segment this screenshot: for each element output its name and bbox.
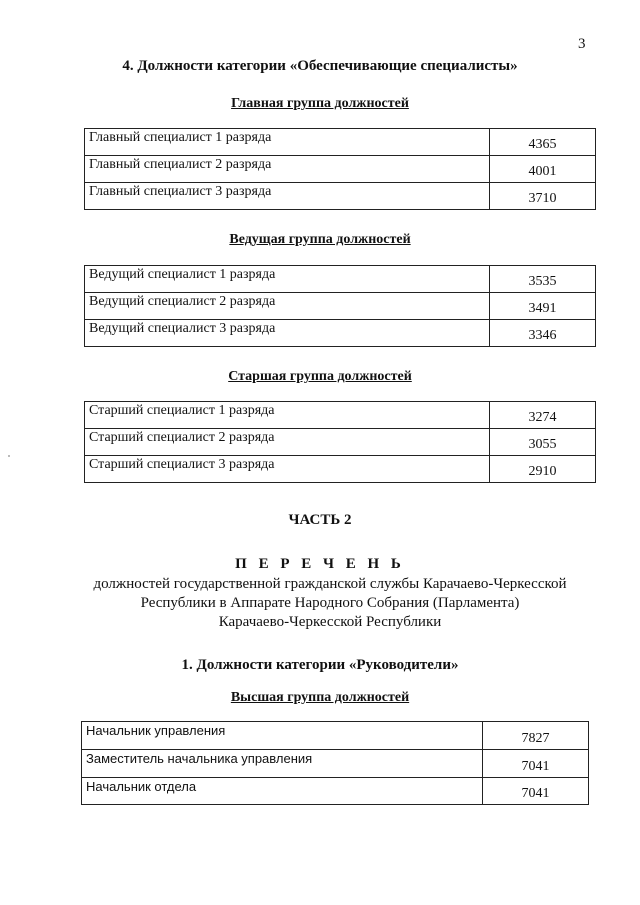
value-cell: 3491 (490, 293, 596, 320)
table-row (85, 129, 596, 156)
description-line: Республики в Аппарате Народного Собрания (Парламента) (140, 595, 520, 611)
position-cell: Старший специалист 3 разряда (85, 456, 490, 483)
table-chief-group (84, 128, 596, 210)
description-line: Карачаево-Черкесской Республики (218, 614, 442, 630)
value-cell: 2910 (490, 456, 596, 483)
table-row (82, 750, 589, 778)
table-senior-group (84, 401, 596, 483)
group-title-highest: Высшая группа должностей (230, 690, 410, 705)
scan-speck (8, 455, 10, 457)
page-number: 3 (578, 36, 586, 52)
group-title-chief: Главная группа должностей (231, 96, 409, 111)
position-cell: Ведущий специалист 3 разряда (85, 320, 490, 347)
list-description (40, 575, 620, 632)
position-cell: Старший специалист 2 разряда (85, 429, 490, 456)
part-2-title: ЧАСТЬ 2 (288, 512, 352, 528)
value-cell: 3274 (490, 402, 596, 429)
table-leading-group (84, 265, 596, 347)
table-row (85, 429, 596, 456)
position-cell: Главный специалист 1 разряда (85, 129, 490, 156)
section-4-title: 4. Должности категории «Обеспечивающие специалисты» (122, 58, 518, 74)
table-row (85, 266, 596, 293)
position-cell: Ведущий специалист 1 разряда (85, 266, 490, 293)
table-highest-group (81, 721, 589, 805)
table-row (85, 320, 596, 347)
value-cell: 3535 (490, 266, 596, 293)
position-cell: Старший специалист 1 разряда (85, 402, 490, 429)
value-cell: 7827 (483, 722, 589, 750)
list-title: П Е Р Е Ч Е Н Ь (235, 556, 405, 572)
position-cell: Заместитель начальника управления (82, 750, 483, 778)
section-1-title: 1. Должности категории «Руководители» (181, 657, 459, 673)
table-row (82, 778, 589, 805)
value-cell: 3346 (490, 320, 596, 347)
group-title-senior: Старшая группа должностей (228, 369, 412, 384)
group-title-leading: Ведущая группа должностей (229, 232, 411, 247)
table-row (82, 722, 589, 750)
position-cell: Главный специалист 2 разряда (85, 156, 490, 183)
value-cell: 3055 (490, 429, 596, 456)
table-row (85, 293, 596, 320)
position-cell: Начальник отдела (82, 778, 483, 805)
table-row (85, 183, 596, 210)
position-cell: Начальник управления (82, 722, 483, 750)
table-row (85, 156, 596, 183)
table-row (85, 456, 596, 483)
value-cell: 3710 (490, 183, 596, 210)
value-cell: 4001 (490, 156, 596, 183)
table-row (85, 402, 596, 429)
position-cell: Главный специалист 3 разряда (85, 183, 490, 210)
value-cell: 7041 (483, 778, 589, 805)
position-cell: Ведущий специалист 2 разряда (85, 293, 490, 320)
value-cell: 7041 (483, 750, 589, 778)
description-line: должностей государственной гражданской службы Карачаево-Черкесской (93, 576, 567, 592)
value-cell: 4365 (490, 129, 596, 156)
